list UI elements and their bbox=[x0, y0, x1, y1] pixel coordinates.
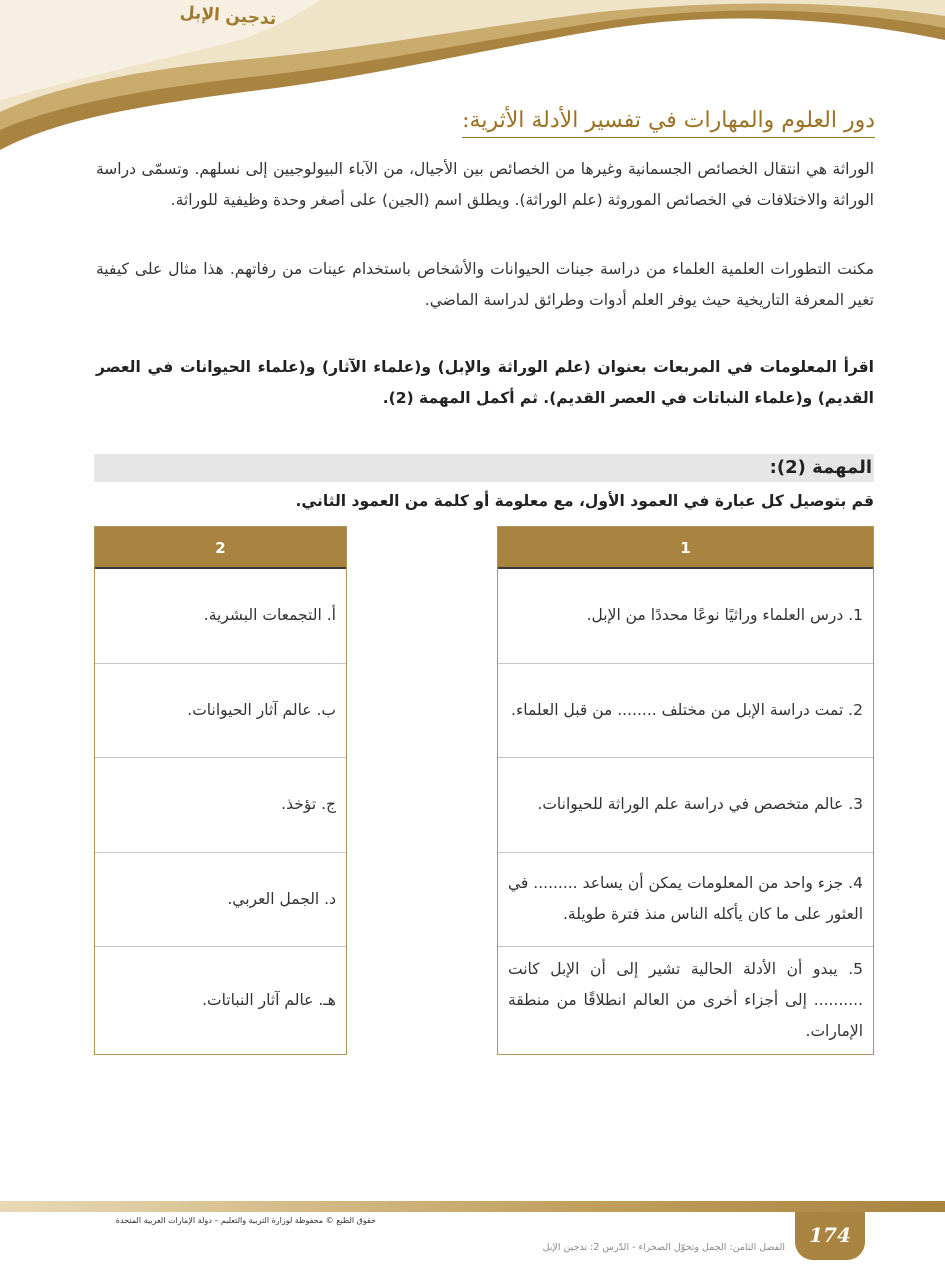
table-cell: 3. عالم متخصص في دراسة علم الوراثة للحيوانات. bbox=[498, 758, 873, 853]
chapter-info: الفصل الثامن: الجمل وتحوّل الصحراء - الدّرس 2: تدجين الإبل bbox=[542, 1242, 785, 1253]
lesson-label: تدجين الإبل bbox=[179, 2, 277, 30]
table-cell: هـ. عالم آثار النباتات. bbox=[202, 991, 336, 1009]
column-2-header: 2 bbox=[95, 527, 346, 569]
table-cell: ج. تؤخذ. bbox=[95, 758, 346, 853]
task-title: المهمة (2): bbox=[769, 457, 872, 478]
task-instruction: قم بتوصيل كل عبارة في العمود الأول، مع معلومة أو كلمة من العمود الثاني. bbox=[295, 492, 874, 510]
page-number: 174 bbox=[795, 1212, 865, 1260]
table-cell: أ. التجمعات البشرية. bbox=[95, 569, 346, 664]
section-title: دور العلوم والمهارات في تفسير الأدلة الأثرية: bbox=[462, 108, 875, 138]
column-1-header: 1 bbox=[498, 527, 873, 569]
table-cell: 4. جزء واحد من المعلومات يمكن أن يساعد ......... في العثور على ما كان يأكله الناس منذ فترة طويلة. bbox=[498, 853, 873, 948]
footer-bar bbox=[0, 1201, 945, 1212]
table-cell: ب. عالم آثار الحيوانات. bbox=[95, 664, 346, 759]
reading-instruction: اقرأ المعلومات في المربعات بعنوان (علم الوراثة والإبل) و(علماء الآثار) و(علماء الحيوانات في العصر القديم) و(علماء النباتات في العصر القديم). ثم أكمل المهمة (2). bbox=[96, 358, 874, 407]
table-cell: د. الجمل العربي. bbox=[95, 853, 346, 948]
copyright-text: حقوق الطبع © محفوظة لوزارة التربية والتعليم – دولة الإمارات العربية المتحدة bbox=[115, 1216, 376, 1225]
table-cell: 2. تمت دراسة الإبل من مختلف ........ من قبل العلماء. bbox=[498, 664, 873, 759]
table-cell: 5. يبدو أن الأدلة الحالية تشير إلى أن الإبل كانت .......... إلى أجزاء أخرى من العالم انطلاقًا من منطقة الإمارات. bbox=[508, 960, 863, 1040]
task-header bbox=[94, 454, 874, 482]
paragraph-genetics: الوراثة هي انتقال الخصائص الجسمانية وغيرها من الخصائص بين الأجيال، من الآباء البيولوجيين إلى نسلهم. وتسمّى دراسة الوراثة والاختلافات في الخصائص الموروثة (علم الوراثة). ويطلق اسم (الجين) على أصغر وحدة وظيفية للوراثة. bbox=[96, 160, 874, 209]
paragraph-science: مكنت التطورات العلمية العلماء من دراسة جينات الحيوانات والأشخاص باستخدام عينات من رفاتهم. هذا مثال على كيفية تغير المعرفة التاريخية حيث يوفر العلم أدوات وطرائق لدراسة الماضي. bbox=[96, 260, 874, 309]
table-cell: 1. درس العلماء وراثيًا نوعًا محددًا من الإبل. bbox=[498, 569, 873, 664]
matching-column-1 bbox=[497, 526, 874, 1055]
matching-column-2 bbox=[94, 526, 347, 1055]
